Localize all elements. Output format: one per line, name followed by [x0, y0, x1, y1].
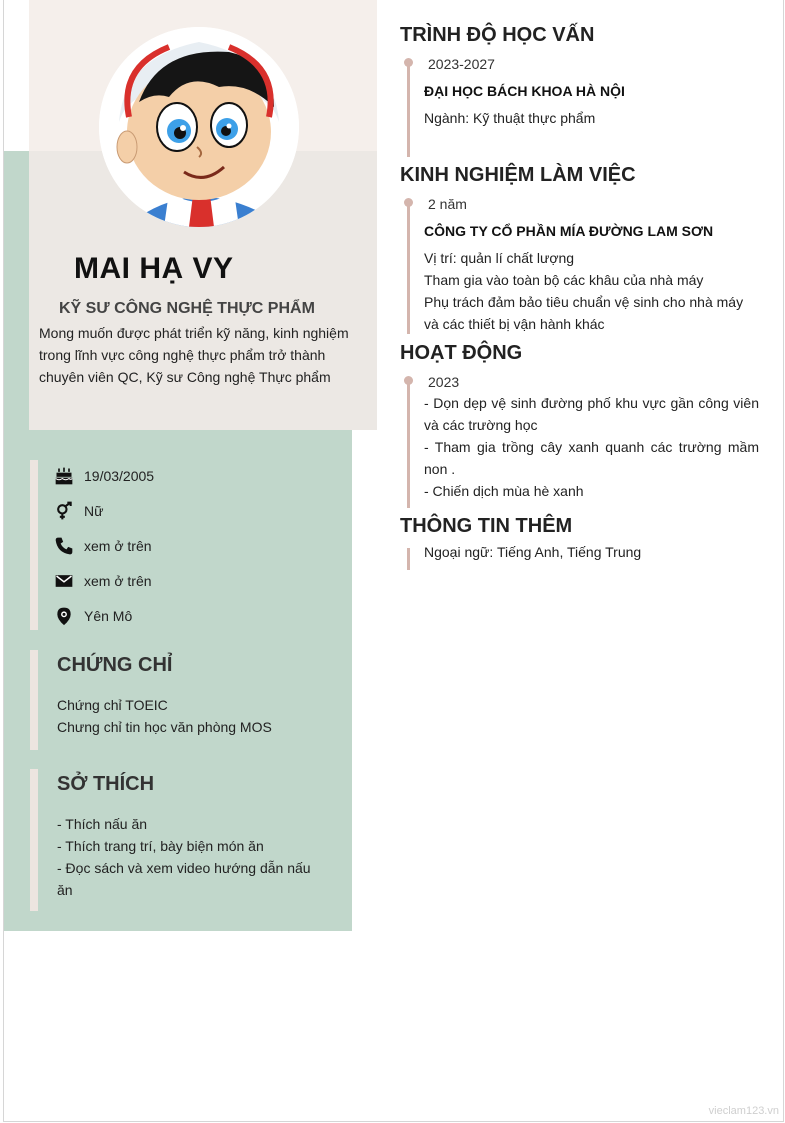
experience-heading: KINH NGHIỆM LÀM VIỆC [400, 164, 636, 186]
certificates-heading: CHỨNG CHỈ [57, 654, 173, 676]
education-date: 2023-2027 [428, 56, 495, 72]
contact-list [52, 458, 342, 633]
avatar [99, 27, 299, 227]
contact-value: Yên Mô [84, 607, 133, 624]
education-timeline-line [407, 60, 410, 157]
activities-date: 2023 [428, 374, 460, 390]
list-item: - Chiến dịch mùa hè xanh [424, 483, 584, 499]
extra-timeline-line [407, 548, 410, 570]
career-objective: Mong muốn được phát triển kỹ năng, kinh nghiệm trong lĩnh vực công nghệ thực phẩm trở thành chuyên viên QC, Kỹ sư Công nghệ Thực phẩm [39, 325, 349, 385]
contact-gender [52, 493, 342, 528]
activities-details [424, 392, 759, 502]
contact-location [52, 598, 342, 633]
list-item: - Thích trang trí, bày biện món ăn [57, 838, 264, 854]
list-item: - Tham gia trồng cây xanh quanh các trường mầm non . [424, 439, 759, 477]
experience-timeline-line [407, 200, 410, 334]
experience-date: 2 năm [428, 196, 467, 212]
timeline-dot [404, 376, 413, 385]
list-item: Ngoại ngữ: Tiếng Anh, Tiếng Trung [424, 544, 642, 560]
experience-company: CÔNG TY CỔ PHẦN MÍA ĐƯỜNG LAM SƠN [424, 223, 714, 239]
education-school: ĐẠI HỌC BÁCH KHOA HÀ NỘI [424, 83, 625, 99]
hobbies-list [57, 813, 322, 901]
contact-value: Nữ [84, 502, 104, 519]
education-heading: TRÌNH ĐỘ HỌC VẤN [400, 24, 595, 46]
phone-icon [52, 534, 76, 558]
list-item: Vị trí: quản lí chất lượng [424, 250, 575, 266]
contact-accent-bar [30, 460, 38, 630]
experience-details [424, 247, 759, 335]
gender-icon [52, 499, 76, 523]
hobbies-accent-bar [30, 769, 38, 911]
contact-value: xem ở trên [84, 537, 152, 554]
extra-info-details [424, 541, 759, 563]
activities-timeline-line [407, 378, 410, 508]
list-item: Chứng chỉ TOEIC [57, 697, 168, 713]
timeline-dot [404, 58, 413, 67]
contact-value: xem ở trên [84, 572, 152, 589]
extra-info-heading: THÔNG TIN THÊM [400, 515, 573, 537]
list-item: Phụ trách đảm bảo tiêu chuẩn vệ sinh cho nhà máy và các thiết bị vận hành khác [424, 294, 744, 332]
list-item: - Đọc sách và xem video hướng dẫn nấu ăn [57, 860, 311, 898]
timeline-dot [404, 198, 413, 207]
job-title: KỸ SƯ CÔNG NGHỆ THỰC PHẨM [59, 300, 315, 317]
list-item: Tham gia vào toàn bộ các khâu của nhà máy [424, 272, 704, 288]
list-item: - Dọn dẹp vệ sinh đường phố khu vực gần công viên và các trường học [424, 395, 759, 433]
watermark: vieclam123.vn [708, 1105, 779, 1117]
list-item: - Thích nấu ăn [57, 816, 148, 832]
contact-value: 19/03/2005 [84, 467, 155, 484]
list-item: Ngành: Kỹ thuật thực phẩm [424, 110, 596, 126]
list-item: Chưng chỉ tin học văn phòng MOS [57, 719, 272, 735]
candidate-name: MAI HẠ VY [74, 252, 234, 285]
activities-heading: HOẠT ĐỘNG [400, 342, 523, 364]
contact-birthday [52, 458, 342, 493]
contact-phone [52, 528, 342, 563]
birthday-cake-icon [52, 464, 76, 488]
education-details [424, 107, 759, 129]
cartoon-avatar-icon [99, 27, 299, 227]
certificates-list [57, 694, 327, 738]
contact-email [52, 563, 342, 598]
certificates-accent-bar [30, 650, 38, 750]
hobbies-heading: SỞ THÍCH [57, 773, 155, 795]
location-pin-icon [52, 604, 76, 628]
email-icon [52, 569, 76, 593]
